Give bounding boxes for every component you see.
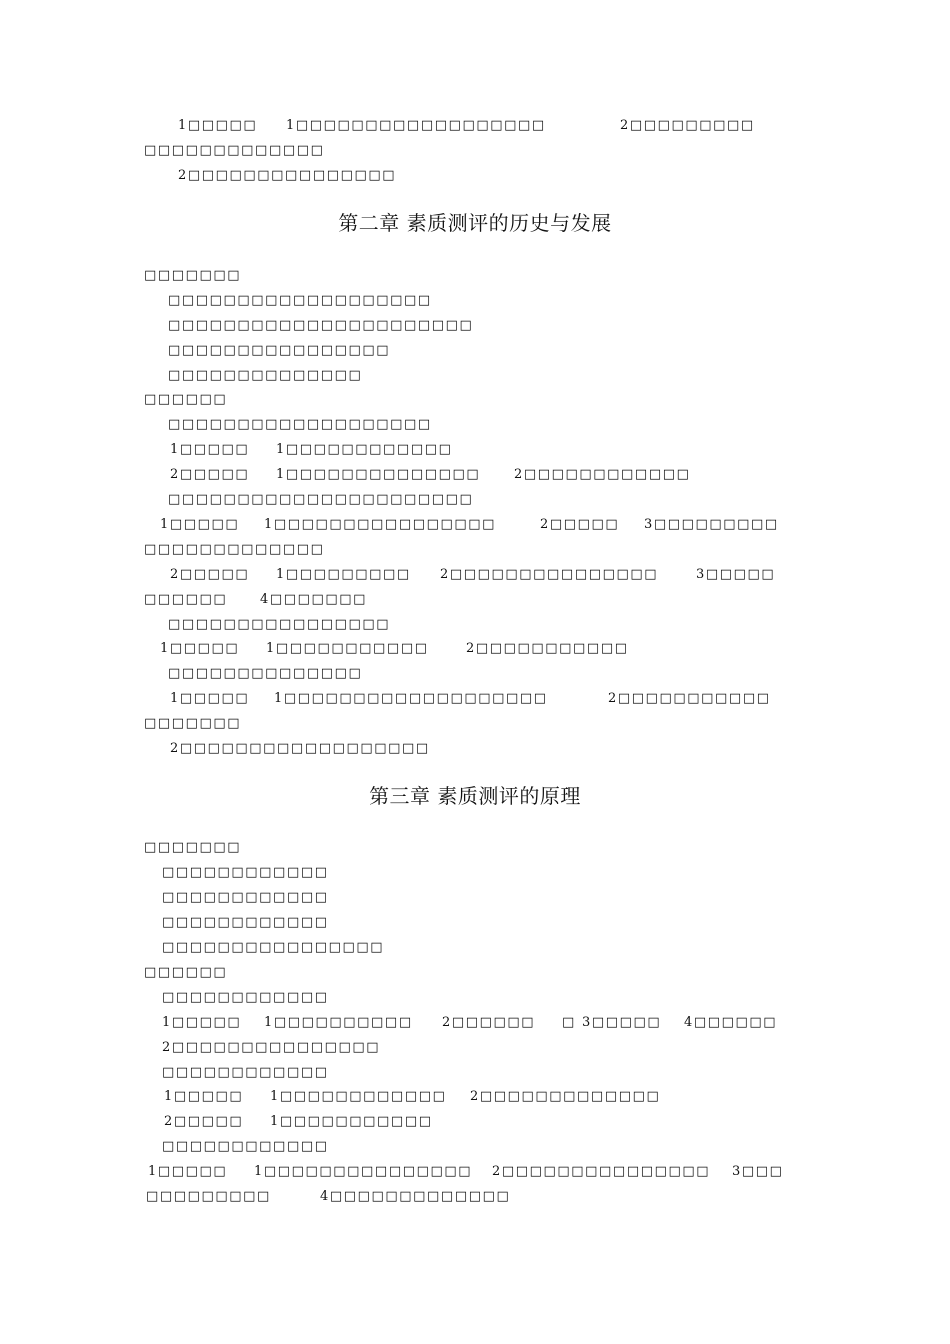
text-line: 1□□□□□□□□□□□□	[276, 442, 453, 457]
text-line: 2□□□□□□□□□□□□	[514, 467, 691, 482]
text-line: 2□□□□□□□□□	[620, 118, 755, 133]
text-line: 1□□□□□□□□□□□□□□□□□□	[286, 118, 546, 133]
text-line: 2□□□□□□	[442, 1015, 536, 1030]
text-line: 2□□□□□□□□□□□□□□□□□□	[170, 741, 430, 756]
text-line: □□□□□□□□□□□□□□□□	[162, 940, 385, 955]
text-line: 2□□□□□	[170, 567, 250, 582]
text-line: □□□□□□□	[144, 716, 242, 731]
text-line: □□□□□□□□□□□□□□□□□□□	[168, 293, 432, 308]
text-line: □□□□□□□□□□□□□□	[168, 666, 363, 681]
text-line: □□□□□□□□□□□□	[162, 915, 329, 930]
text-line: 1□□□□□□□□□□□	[266, 641, 429, 656]
text-line: □□□□□□□□□□□□□□□□	[168, 617, 391, 632]
text-line: 1□□□□□	[160, 641, 240, 656]
text-line: 1□□□□□	[148, 1164, 228, 1179]
text-line: □□□□□□□□□□□□□□	[168, 368, 363, 383]
text-line: 1□□□□□□□□□□	[264, 1015, 413, 1030]
text-line: 1□□□□□	[164, 1089, 244, 1104]
text-line: 3□□□□□	[582, 1015, 662, 1030]
text-line: 2□□□□□	[164, 1114, 244, 1129]
text-line: □□□□□□□□□	[146, 1189, 271, 1204]
text-line: 3□□□□□□□□□	[644, 517, 779, 532]
section-heading: □□□□□□	[144, 965, 228, 980]
text-line: □□□□□□□□□□□□	[162, 990, 329, 1005]
text-line: 2□□□□□□□□□□□	[466, 641, 629, 656]
text-line: 1□□□□□□□□□□□□□□□□□□□	[274, 691, 548, 706]
section-heading: □□□□□□□	[144, 840, 242, 855]
text-line: □□□□□□□□□□□□□□□□□□□	[168, 417, 432, 432]
text-line: □□□□□□□□□□□□□□□□□□□□□□	[168, 318, 474, 333]
text-line: □□□□□□□□□□□□□	[144, 143, 325, 158]
chapter-title: 第三章 素质测评的原理	[369, 784, 581, 808]
text-line: 1□□□□□	[162, 1015, 242, 1030]
text-line: 1□□□□□□□□□□□□□□□□	[264, 517, 496, 532]
text-line: 3□□□	[732, 1164, 784, 1179]
text-line: 1□□□□□	[170, 442, 250, 457]
text-line: 1□□□□□	[160, 517, 240, 532]
text-line: □□□□□□□□□□□□	[162, 1139, 329, 1154]
text-line: 1□□□□□□□□□□□	[270, 1114, 433, 1129]
text-line: 1□□□□□□□□□	[276, 567, 411, 582]
text-line: □□□□□□□□□□□□	[162, 890, 329, 905]
text-line: 1□□□□□	[170, 691, 250, 706]
section-heading: □□□□□□□	[144, 268, 242, 283]
text-line: 4□□□□□□□	[260, 592, 368, 607]
text-line: 2□□□□□□□□□□□□□□□	[440, 567, 659, 582]
text-line: 3□□□□□	[696, 567, 776, 582]
chapter-title: 第二章 素质测评的历史与发展	[338, 211, 612, 235]
text-line: 2□□□□□	[170, 467, 250, 482]
text-line: □□□□□□□□□□□□	[162, 865, 329, 880]
text-line: 1□□□□□	[178, 118, 258, 133]
text-line: 2□□□□□□□□□□□□□□□	[492, 1164, 711, 1179]
text-line: 4□□□□□□	[684, 1015, 778, 1030]
text-line: □□□□□□□□□□□□	[162, 1065, 329, 1080]
text-line: 4□□□□□□□□□□□□□	[320, 1189, 511, 1204]
text-line: 2□□□□□□□□□□□□□	[470, 1089, 661, 1104]
text-line: 2□□□□□□□□□□□	[608, 691, 771, 706]
text-line: □□□□□□□□□□□□□□□□□□□□□□	[168, 492, 474, 507]
text-line: 2□□□□□□□□□□□□□□□	[162, 1040, 381, 1055]
text-line: 2□□□□□	[540, 517, 620, 532]
text-line: □□□□□□□□□□□□□□□□	[168, 343, 391, 358]
section-heading: □□□□□□	[144, 392, 228, 407]
text-line: 1□□□□□□□□□□□□□□	[276, 467, 481, 482]
text-line: □□□□□□	[144, 592, 228, 607]
text-line: 2□□□□□□□□□□□□□□□	[178, 168, 397, 183]
text-line: □□□□□□□□□□□□□	[144, 542, 325, 557]
text-line: 1□□□□□□□□□□□□	[270, 1089, 447, 1104]
text-line: 1□□□□□□□□□□□□□□□	[254, 1164, 473, 1179]
text-line: □	[562, 1015, 576, 1030]
